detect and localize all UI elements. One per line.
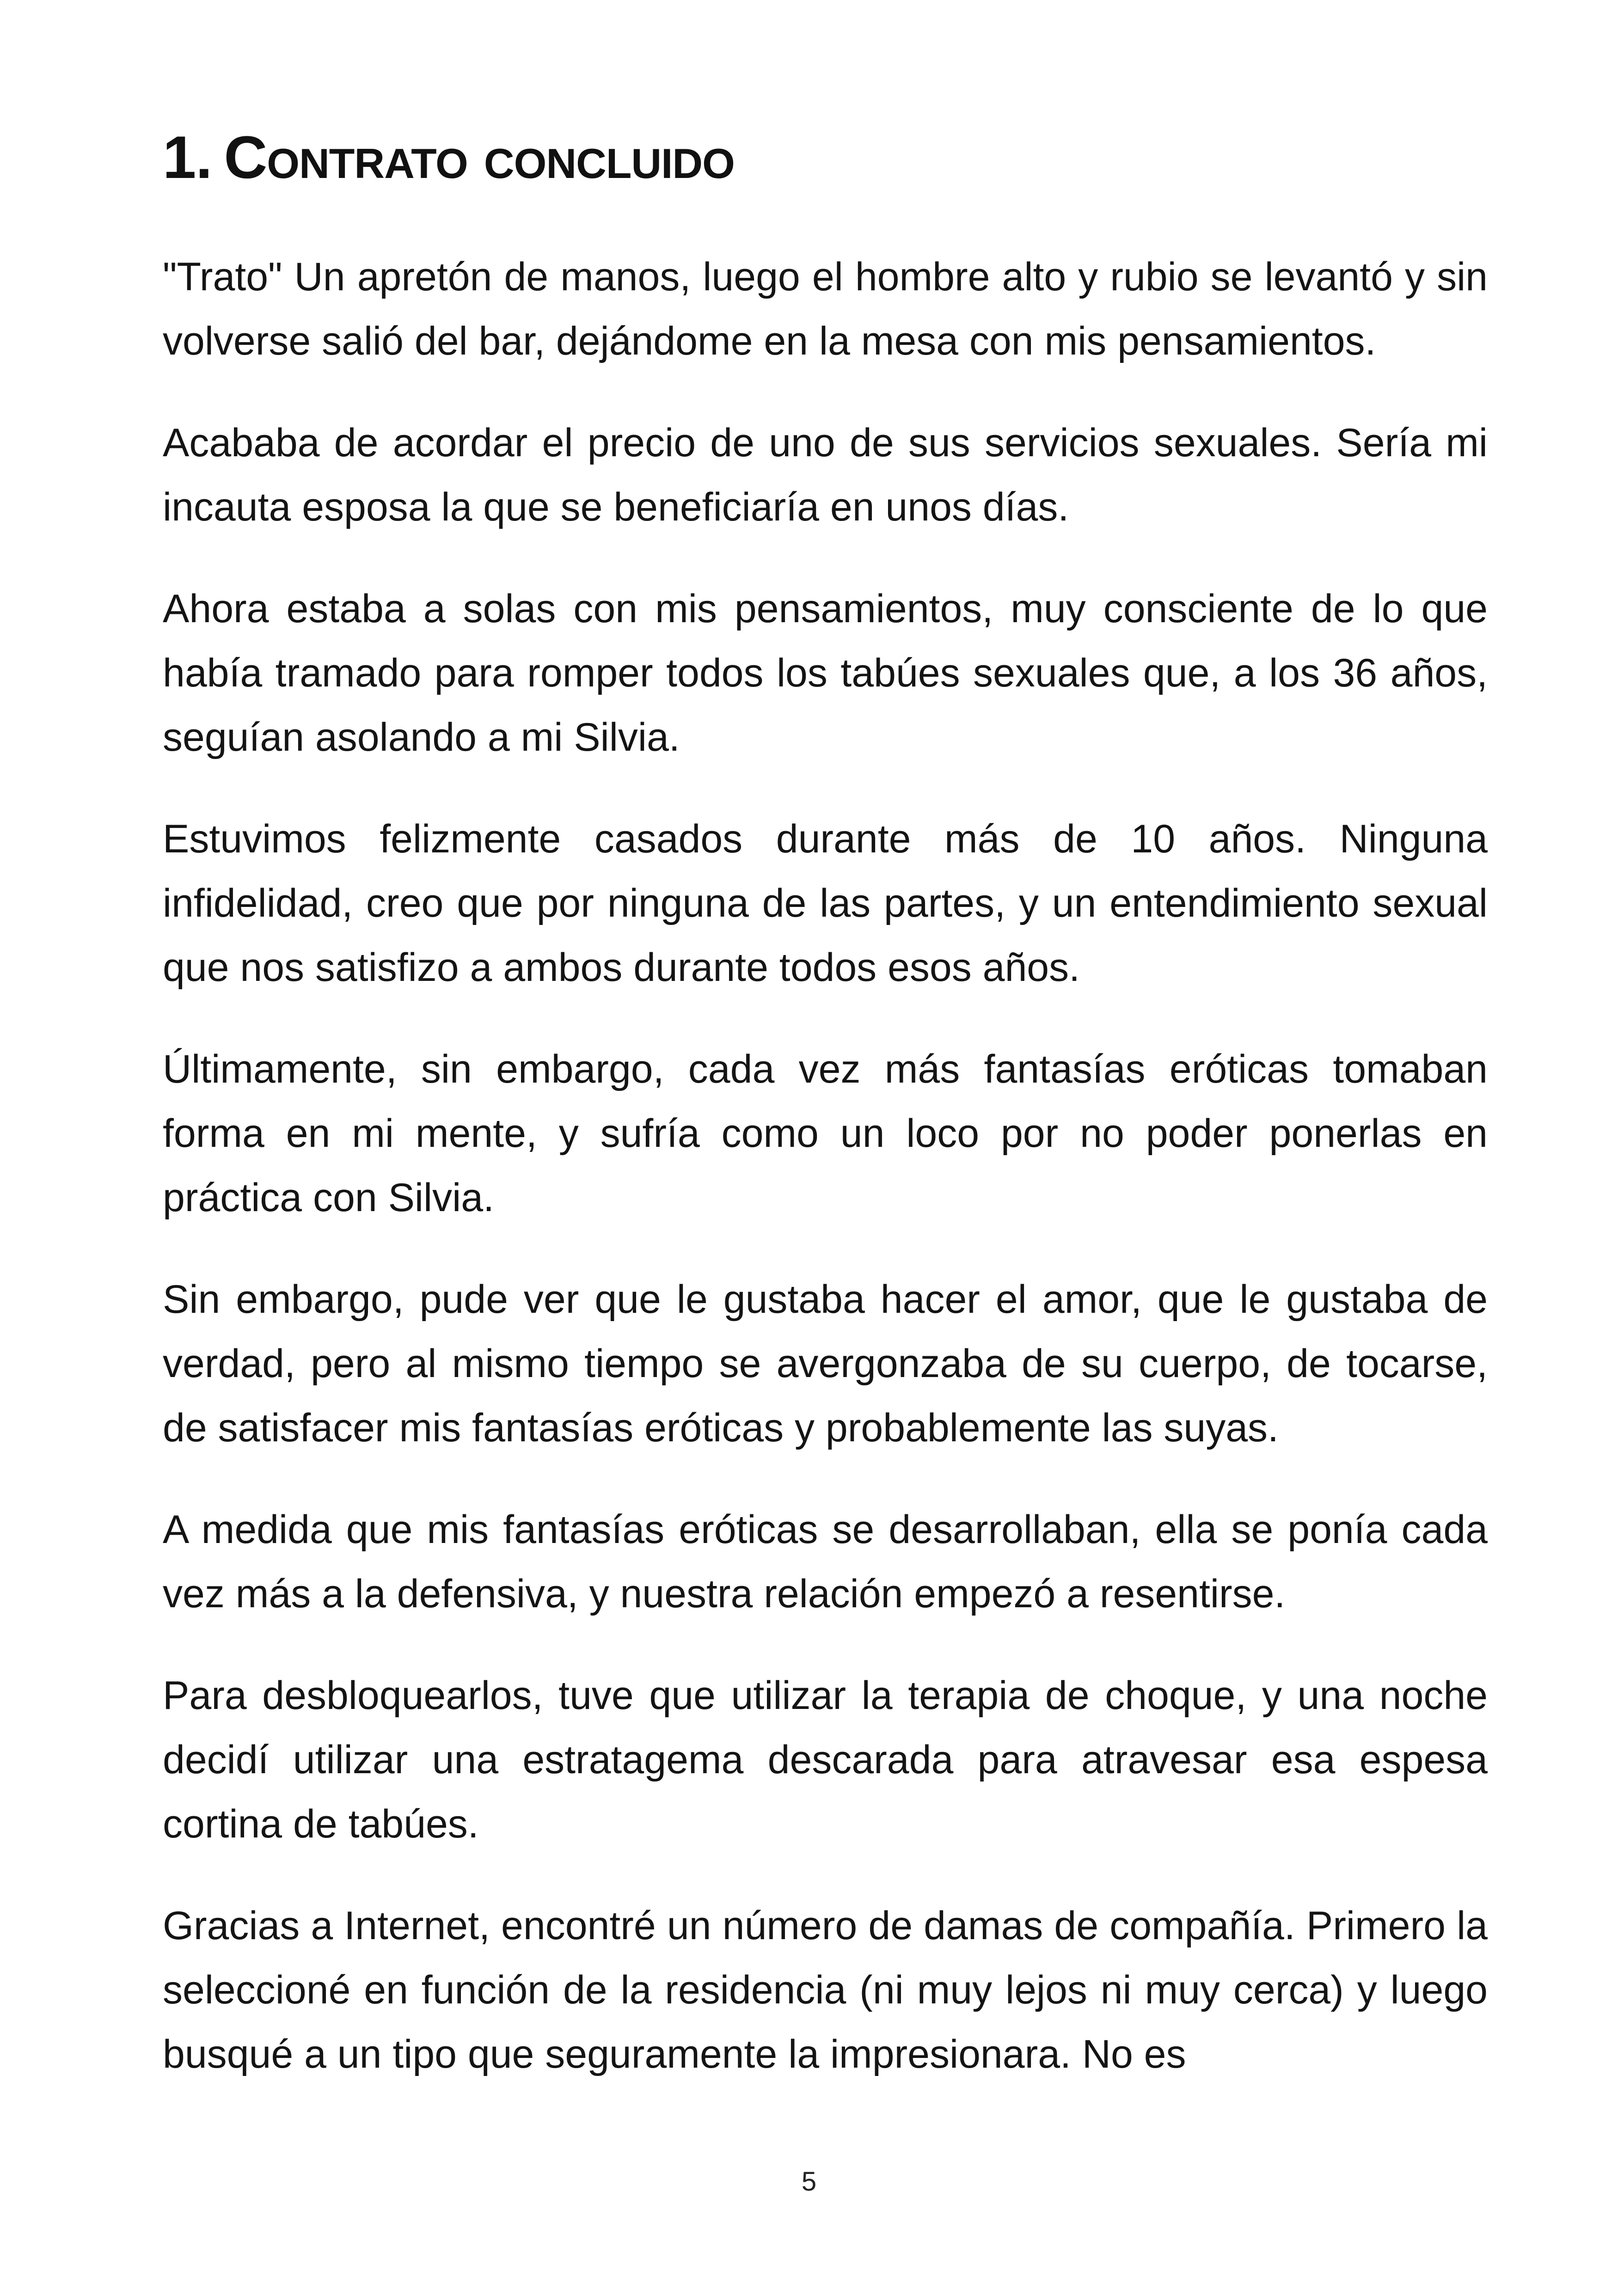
paragraph: Estuvimos felizmente casados durante más de 10 años. Ninguna infidelidad, creo que por ninguna de las partes, y un entendimiento sexual que nos satisfizo a ambos durante todos esos años. <box>163 817 1488 990</box>
paragraph: A medida que mis fantasías eróticas se desarrollaban, ella se ponía cada vez más a la defensiva, y nuestra relación empezó a resentirse. <box>163 1507 1488 1616</box>
paragraph: Para desbloquearlos, tuve que utilizar la terapia de choque, y una noche decidí utilizar una estratagema descarada para atravesar esa espesa cortina de tabúes. <box>163 1673 1488 1846</box>
paragraph: Ahora estaba a solas con mis pensamientos, muy consciente de lo que había tramado para romper todos los tabúes sexuales que, a los 36 años, seguían asolando a mi Silvia. <box>163 587 1488 759</box>
page-number: 5 <box>801 2167 817 2197</box>
chapter-body <box>163 245 1488 2124</box>
chapter-title <box>163 116 1480 199</box>
chapter-title-text: Contrato concluido <box>224 123 735 191</box>
paragraph: Gracias a Internet, encontré un número de damas de compañía. Primero la seleccioné en función de la residencia (ni muy lejos ni muy cerca) y luego busqué a un tipo que seguramente la impresionara. No es <box>163 1904 1488 2076</box>
paragraph: "Trato" Un apretón de manos, luego el hombre alto y rubio se levantó y sin volverse salió del bar, dejándome en la mesa con mis pensamientos. <box>163 255 1488 363</box>
chapter-number: 1. <box>163 123 212 191</box>
paragraph: Últimamente, sin embargo, cada vez más fantasías eróticas tomaban forma en mi mente, y sufría como un loco por no poder ponerlas en práctica con Silvia. <box>163 1047 1488 1220</box>
paragraph: Acababa de acordar el precio de uno de sus servicios sexuales. Sería mi incauta esposa la que se beneficiaría en unos días. <box>163 421 1488 529</box>
paragraph: Sin embargo, pude ver que le gustaba hacer el amor, que le gustaba de verdad, pero al mismo tiempo se avergonzaba de su cuerpo, de tocarse, de satisfacer mis fantasías eróticas y probablemente las suyas. <box>163 1277 1488 1450</box>
